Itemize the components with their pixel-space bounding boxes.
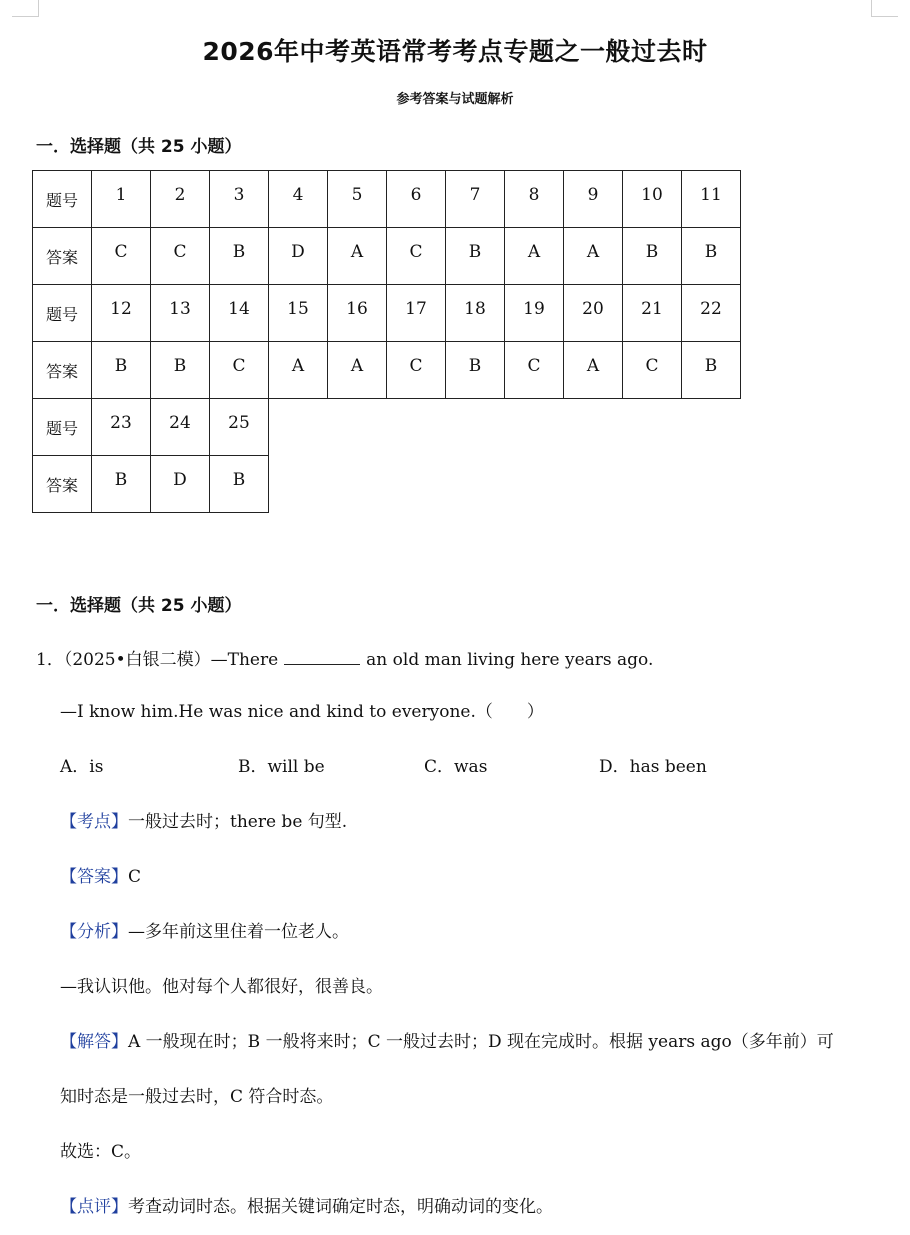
question-line2: —I know him.He was nice and kind to everyone.（ ） (60, 702, 544, 722)
question-number-cell: 11 (682, 171, 741, 228)
fenxi-line (60, 920, 349, 944)
answer-letter-cell: B (682, 228, 741, 285)
answer-letter-cell: C (151, 228, 210, 285)
row-header-question: 题号 (33, 285, 92, 342)
table-row (33, 399, 741, 456)
kaodian-tag: 【考点】 (60, 812, 128, 832)
question-stem-suffix: an old man living here years ago. (366, 650, 654, 670)
question-number-cell: 3 (210, 171, 269, 228)
jieda-line2: 知时态是一般过去时，C 符合时态。 (60, 1087, 334, 1107)
empty-cell (328, 456, 387, 513)
jieda-line (60, 1030, 834, 1054)
question-number-cell: 6 (387, 171, 446, 228)
empty-cell (682, 399, 741, 456)
fenxi-tag: 【分析】 (60, 922, 128, 942)
row-header-answer: 答案 (33, 342, 92, 399)
answer-letter-cell: B (446, 342, 505, 399)
question-number-cell: 21 (623, 285, 682, 342)
question-number-cell: 23 (92, 399, 151, 456)
answer-table (32, 170, 741, 513)
answer-letter-cell: B (210, 228, 269, 285)
daan-line (60, 865, 141, 889)
fenxi-text: —多年前这里住着一位老人。 (128, 922, 349, 942)
answer-letter-cell: A (269, 342, 328, 399)
empty-cell (564, 399, 623, 456)
dianping-text: 考查动词时态。根据关键词确定时态，明确动词的变化。 (128, 1197, 553, 1217)
daan-text: C (128, 867, 142, 887)
option-b: B．will be (238, 757, 325, 777)
option-d: D．has been (599, 757, 707, 777)
answer-letter-cell: B (623, 228, 682, 285)
answer-letter-cell: C (92, 228, 151, 285)
answer-letter-cell: A (564, 228, 623, 285)
empty-cell (505, 456, 564, 513)
question-number-cell: 10 (623, 171, 682, 228)
table-row (33, 171, 741, 228)
question-number-cell: 9 (564, 171, 623, 228)
question-number-cell: 18 (446, 285, 505, 342)
question-number-cell: 12 (92, 285, 151, 342)
question-number-cell: 1 (92, 171, 151, 228)
guxuan-line: 故选：C。 (60, 1142, 142, 1162)
question-number-cell: 22 (682, 285, 741, 342)
empty-cell (623, 399, 682, 456)
answer-letter-cell: C (623, 342, 682, 399)
answer-letter-cell: A (505, 228, 564, 285)
empty-cell (269, 399, 328, 456)
question-number-cell: 20 (564, 285, 623, 342)
question-number-cell: 25 (210, 399, 269, 456)
empty-cell (564, 456, 623, 513)
kaodian-text: 一般过去时；there be 句型. (128, 812, 348, 832)
question-number-cell: 4 (269, 171, 328, 228)
answer-letter-cell: B (682, 342, 741, 399)
kaodian-line (60, 810, 347, 834)
row-header-question: 题号 (33, 171, 92, 228)
table-row (33, 228, 741, 285)
answer-letter-cell: C (387, 342, 446, 399)
option-c: C．was (424, 757, 488, 777)
empty-cell (682, 456, 741, 513)
row-header-answer: 答案 (33, 456, 92, 513)
empty-cell (446, 399, 505, 456)
question-number-cell: 13 (151, 285, 210, 342)
question-number-cell: 7 (446, 171, 505, 228)
empty-cell (623, 456, 682, 513)
row-header-answer: 答案 (33, 228, 92, 285)
empty-cell (387, 456, 446, 513)
empty-cell (387, 399, 446, 456)
question-number-cell: 15 (269, 285, 328, 342)
question-stem (36, 646, 653, 672)
question-number-cell: 2 (151, 171, 210, 228)
answer-letter-cell: D (151, 456, 210, 513)
answer-letter-cell: A (564, 342, 623, 399)
option-a: A．is (60, 757, 104, 777)
question-stem-prefix: 1．（2025•白银二模）—There (36, 650, 279, 670)
section-heading: 一．选择题（共 25 小题） (36, 137, 242, 157)
fenxi-line2: —我认识他。他对每个人都很好，很善良。 (60, 977, 383, 997)
question-number-cell: 16 (328, 285, 387, 342)
answer-letter-cell: B (92, 456, 151, 513)
question-number-cell: 14 (210, 285, 269, 342)
question-number-cell: 5 (328, 171, 387, 228)
table-row (33, 342, 741, 399)
empty-cell (328, 399, 387, 456)
answer-letter-cell: C (505, 342, 564, 399)
answer-letter-cell: B (210, 456, 269, 513)
answer-letter-cell: C (210, 342, 269, 399)
row-header-question: 题号 (33, 399, 92, 456)
answer-letter-cell: B (151, 342, 210, 399)
document-title: 2026年中考英语常考考点专题之一般过去时 (202, 37, 708, 66)
answer-letter-cell: B (446, 228, 505, 285)
section-heading: 一．选择题（共 25 小题） (36, 596, 242, 616)
answer-letter-cell: A (328, 228, 387, 285)
answer-letter-cell: A (328, 342, 387, 399)
dianping-line (60, 1195, 553, 1219)
question-number-cell: 17 (387, 285, 446, 342)
jieda-tag: 【解答】 (60, 1032, 128, 1052)
question-number-cell: 19 (505, 285, 564, 342)
empty-cell (269, 456, 328, 513)
empty-cell (505, 399, 564, 456)
empty-cell (446, 456, 505, 513)
page-corner-mark (871, 0, 898, 17)
daan-tag: 【答案】 (60, 867, 128, 887)
question-number-cell: 8 (505, 171, 564, 228)
answer-blank (284, 646, 360, 665)
document-subtitle: 参考答案与试题解析 (396, 92, 514, 107)
answer-letter-cell: C (387, 228, 446, 285)
dianping-tag: 【点评】 (60, 1197, 128, 1217)
table-row (33, 456, 741, 513)
question-number-cell: 24 (151, 399, 210, 456)
answer-letter-cell: D (269, 228, 328, 285)
jieda-text: A 一般现在时；B 一般将来时；C 一般过去时；D 现在完成时。根据 years ago（多年前）可 (128, 1032, 834, 1052)
table-row (33, 285, 741, 342)
answer-letter-cell: B (92, 342, 151, 399)
page-corner-mark (12, 0, 39, 17)
